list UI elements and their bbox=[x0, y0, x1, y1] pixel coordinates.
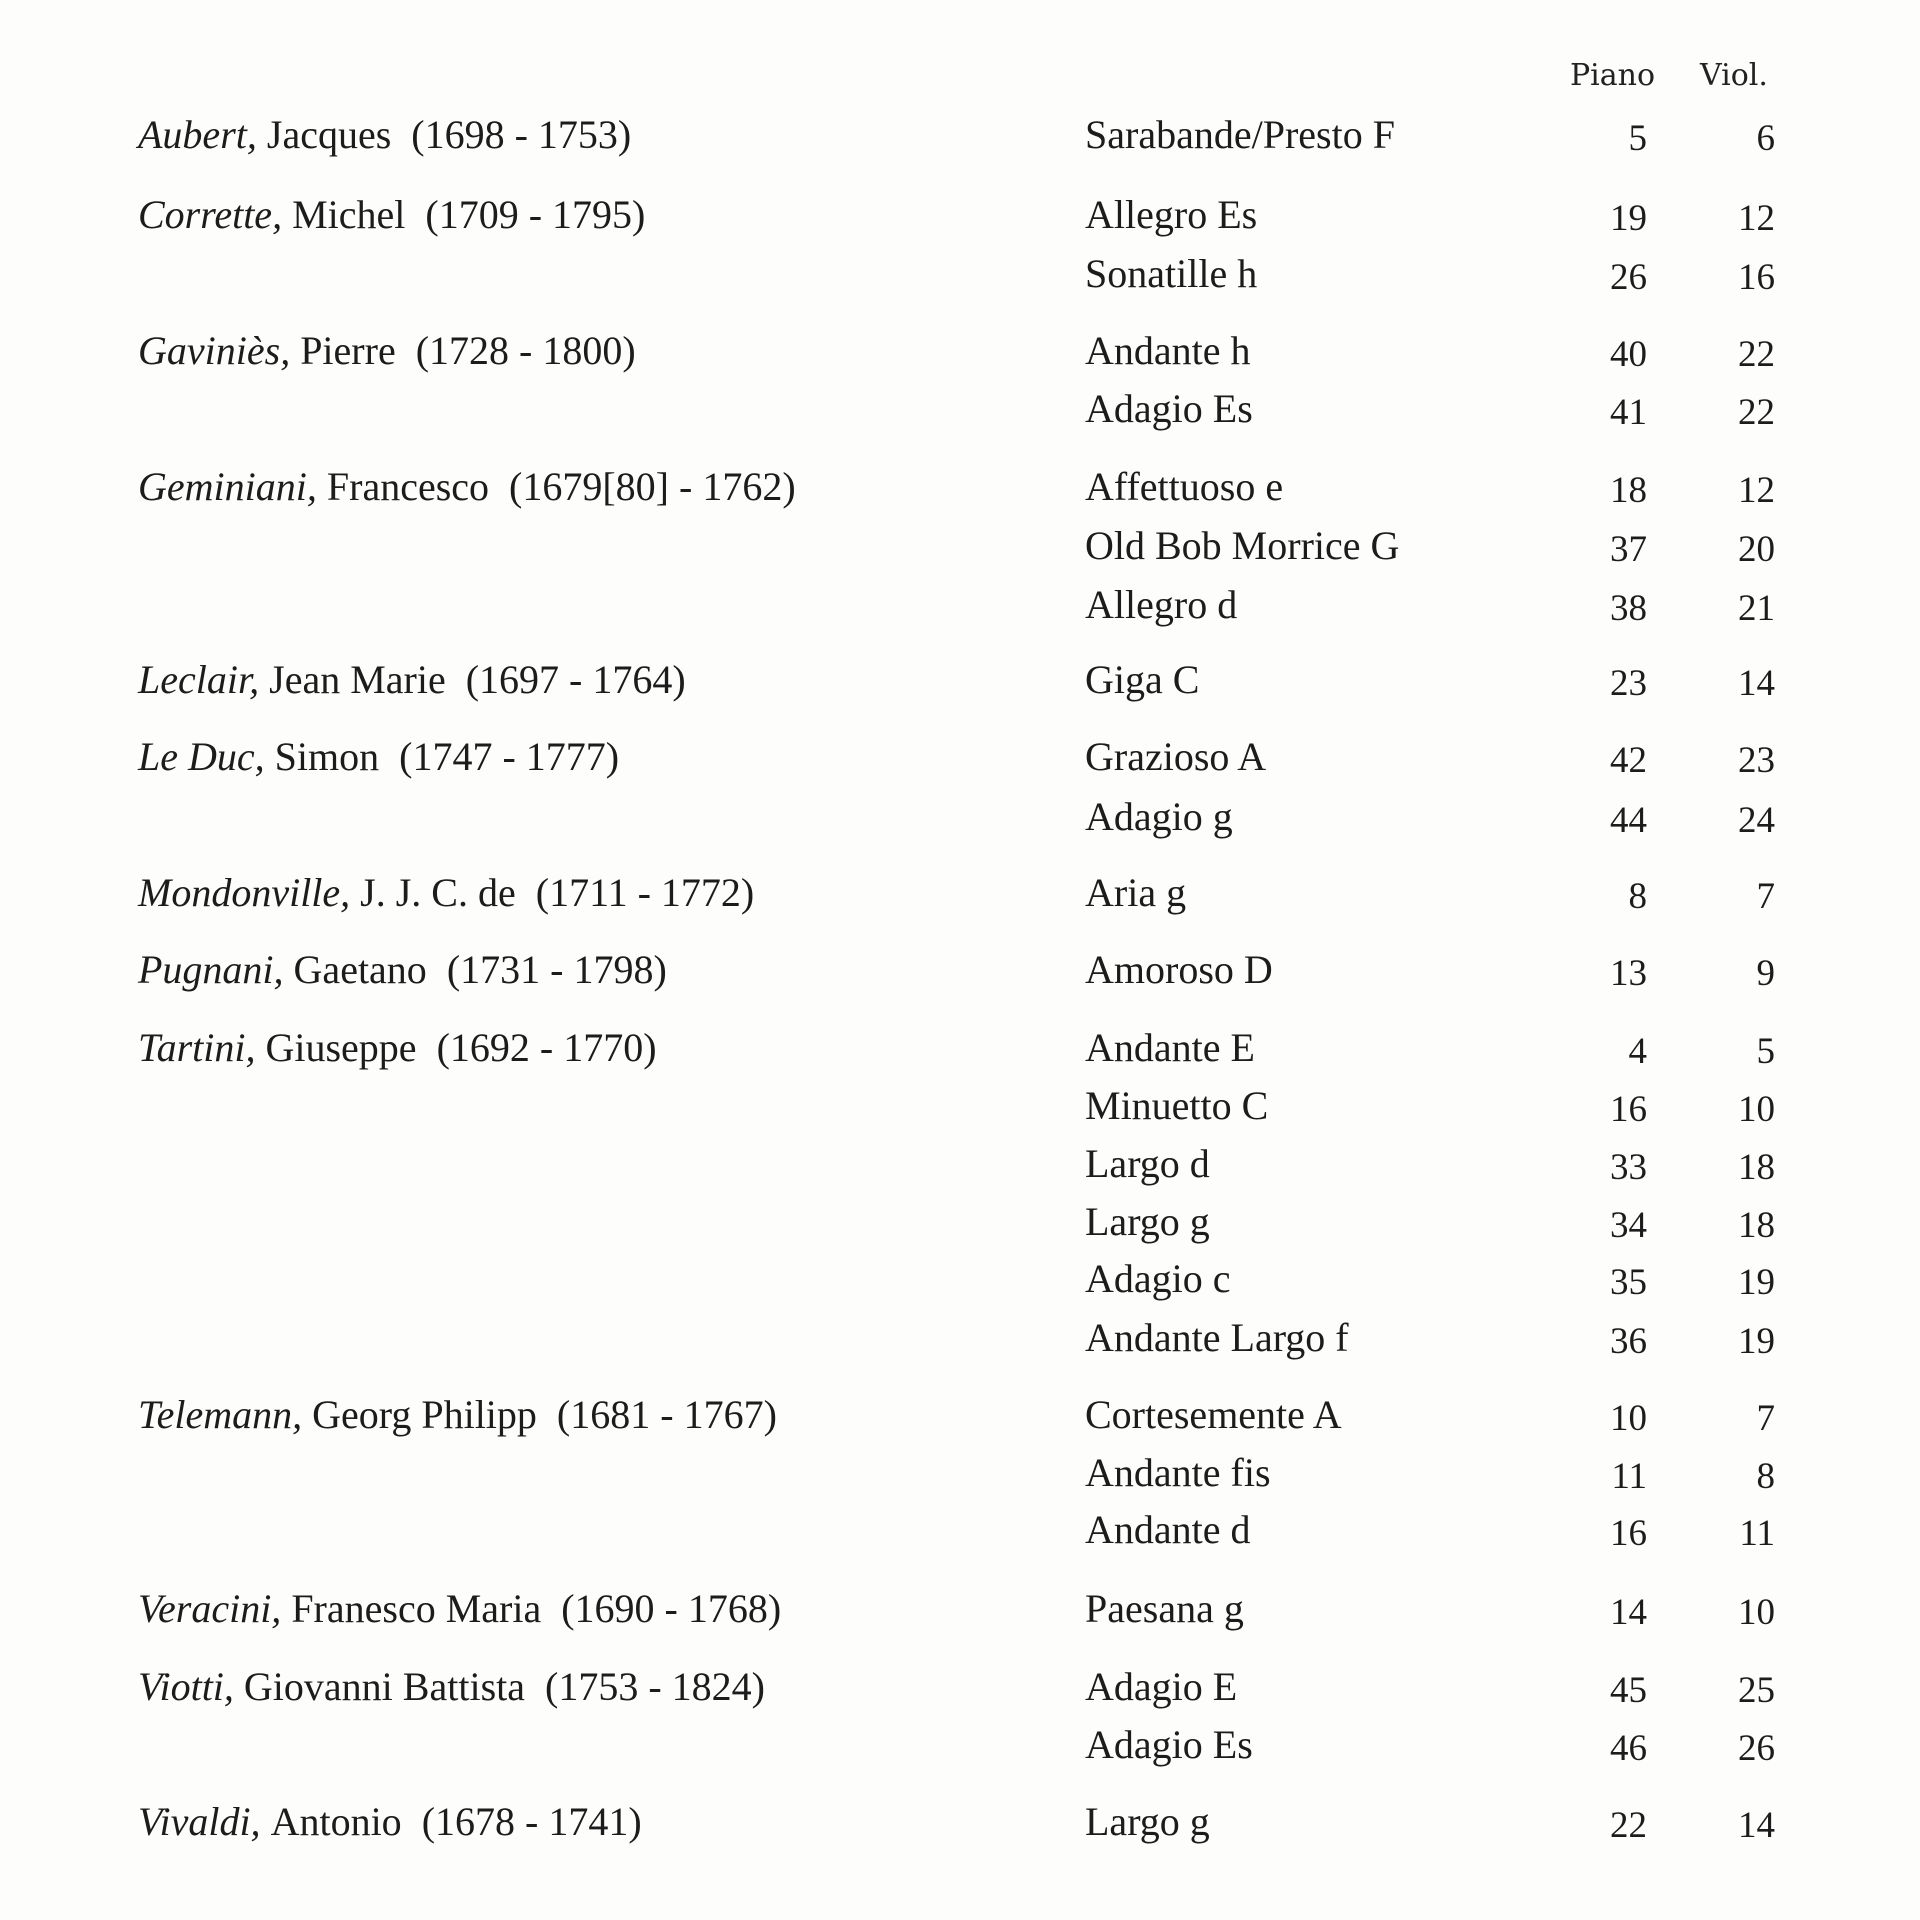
piece-title: Largo g bbox=[1085, 1799, 1210, 1844]
composer-given-name: Giuseppe bbox=[265, 1025, 417, 1070]
composer-name bbox=[138, 1582, 781, 1636]
composer-given-name: J. J. C. de bbox=[360, 870, 516, 915]
piece-title: Adagio Es bbox=[1085, 386, 1253, 431]
piece-title: Amoroso D bbox=[1085, 947, 1273, 992]
violin-page-number: 20 bbox=[1738, 529, 1775, 570]
table-row bbox=[0, 730, 1920, 784]
composer-given-name: Antonio bbox=[270, 1799, 402, 1844]
composer-surname: Leclair, bbox=[138, 657, 260, 702]
piece-title: Allegro d bbox=[1085, 582, 1238, 627]
piano-page-number: 45 bbox=[1610, 1670, 1647, 1711]
composer-dates: (1747 - 1777) bbox=[399, 734, 620, 779]
table-row bbox=[0, 1660, 1920, 1714]
violin-page-number: 14 bbox=[1738, 663, 1775, 704]
violin-page-number: 19 bbox=[1738, 1321, 1775, 1362]
piano-page-number: 16 bbox=[1610, 1089, 1647, 1130]
violin-page-number: 19 bbox=[1738, 1262, 1775, 1303]
piece-title: Cortesemente A bbox=[1085, 1392, 1342, 1437]
piece-title: Old Bob Morrice G bbox=[1085, 523, 1400, 568]
composer-given-name: Pierre bbox=[300, 328, 396, 373]
composer-given-name: Jean Marie bbox=[269, 657, 446, 702]
piece-title: Adagio E bbox=[1085, 1664, 1238, 1709]
composer-surname: Aubert, bbox=[138, 112, 257, 157]
piano-page-number: 19 bbox=[1610, 198, 1647, 239]
piano-page-number: 8 bbox=[1628, 876, 1647, 917]
composer-surname: Gaviniès, bbox=[138, 328, 291, 373]
composer-name bbox=[138, 460, 796, 514]
piano-page-number: 26 bbox=[1610, 257, 1647, 298]
piano-page-number: 33 bbox=[1610, 1147, 1647, 1188]
piano-page-number: 18 bbox=[1610, 470, 1647, 511]
composer-surname: Vivaldi, bbox=[138, 1799, 261, 1844]
composer-dates: (1711 - 1772) bbox=[535, 870, 755, 915]
piece-title: Affettuoso e bbox=[1085, 464, 1284, 509]
piece-title: Andante d bbox=[1085, 1507, 1251, 1552]
composer-surname: Geminiani, bbox=[138, 464, 317, 509]
table-row bbox=[0, 1795, 1920, 1849]
composer-surname: Mondonville, bbox=[138, 870, 351, 915]
composer-dates: (1709 - 1795) bbox=[425, 192, 646, 237]
composer-surname: Telemann, bbox=[138, 1392, 303, 1437]
composer-name bbox=[138, 108, 631, 162]
composer-name bbox=[138, 1021, 657, 1075]
violin-page-number: 11 bbox=[1739, 1513, 1775, 1554]
composer-given-name: Francesco bbox=[326, 464, 490, 509]
piano-page-number: 44 bbox=[1610, 800, 1647, 841]
table-row bbox=[0, 1195, 1920, 1249]
composer-name bbox=[138, 1660, 765, 1714]
table-row bbox=[0, 1503, 1920, 1557]
composer-dates: (1679[80] - 1762) bbox=[509, 464, 796, 509]
table-row bbox=[0, 1718, 1920, 1772]
piano-page-number: 41 bbox=[1610, 392, 1647, 433]
piece-title: Adagio Es bbox=[1085, 1722, 1253, 1767]
table-row bbox=[0, 943, 1920, 997]
piano-page-number: 13 bbox=[1610, 953, 1647, 994]
violin-page-number: 7 bbox=[1756, 1398, 1775, 1439]
violin-page-number: 24 bbox=[1738, 800, 1775, 841]
composer-given-name: Franesco Maria bbox=[291, 1586, 542, 1631]
composer-given-name: Jacques bbox=[266, 112, 392, 157]
composer-name bbox=[138, 730, 619, 784]
table-row bbox=[0, 1582, 1920, 1636]
composer-dates: (1698 - 1753) bbox=[411, 112, 632, 157]
composer-name bbox=[138, 653, 686, 707]
composer-name bbox=[138, 943, 667, 997]
violin-page-number: 10 bbox=[1738, 1089, 1775, 1130]
piano-page-number: 46 bbox=[1610, 1728, 1647, 1769]
piano-page-number: 16 bbox=[1610, 1513, 1647, 1554]
composer-dates: (1690 - 1768) bbox=[561, 1586, 782, 1631]
violin-page-number: 5 bbox=[1756, 1031, 1775, 1072]
table-row bbox=[0, 1311, 1920, 1365]
table-row bbox=[0, 247, 1920, 301]
composer-dates: (1692 - 1770) bbox=[436, 1025, 657, 1070]
table-row bbox=[0, 790, 1920, 844]
violin-page-number: 12 bbox=[1738, 198, 1775, 239]
table-row bbox=[0, 382, 1920, 436]
piano-page-number: 38 bbox=[1610, 588, 1647, 629]
violin-page-number: 23 bbox=[1738, 740, 1775, 781]
composer-given-name: Georg Philipp bbox=[312, 1392, 537, 1437]
piano-page-number: 14 bbox=[1610, 1592, 1647, 1633]
violin-page-number: 18 bbox=[1738, 1205, 1775, 1246]
table-row bbox=[0, 519, 1920, 573]
violin-page-number: 8 bbox=[1756, 1456, 1775, 1497]
composer-dates: (1681 - 1767) bbox=[556, 1392, 777, 1437]
table-row bbox=[0, 460, 1920, 514]
composer-dates: (1753 - 1824) bbox=[545, 1664, 765, 1709]
piano-page-number: 42 bbox=[1610, 740, 1647, 781]
piece-title: Largo g bbox=[1085, 1199, 1210, 1244]
piece-title: Paesana g bbox=[1085, 1586, 1244, 1631]
composer-surname: Viotti, bbox=[138, 1664, 234, 1709]
composer-given-name: Michel bbox=[292, 192, 406, 237]
violin-page-number: 18 bbox=[1738, 1147, 1775, 1188]
composer-dates: (1728 - 1800) bbox=[415, 328, 636, 373]
piece-title: Sonatille h bbox=[1085, 251, 1258, 296]
composer-surname: Corrette, bbox=[138, 192, 283, 237]
composer-surname: Tartini, bbox=[138, 1025, 256, 1070]
composer-dates: (1731 - 1798) bbox=[446, 947, 667, 992]
piano-page-number: 11 bbox=[1611, 1456, 1647, 1497]
composer-given-name: Simon bbox=[274, 734, 380, 779]
table-row bbox=[0, 653, 1920, 707]
piano-page-number: 10 bbox=[1610, 1398, 1647, 1439]
table-row bbox=[0, 1388, 1920, 1442]
table-row bbox=[0, 324, 1920, 378]
violin-page-number: 26 bbox=[1738, 1728, 1775, 1769]
table-row bbox=[0, 866, 1920, 920]
table-row bbox=[0, 1021, 1920, 1075]
piece-title: Aria g bbox=[1085, 870, 1187, 915]
piano-page-number: 40 bbox=[1610, 334, 1647, 375]
piece-title: Grazioso A bbox=[1085, 734, 1267, 779]
composer-name bbox=[138, 188, 645, 242]
violin-page-number: 16 bbox=[1738, 257, 1775, 298]
piece-title: Andante fis bbox=[1085, 1450, 1271, 1495]
piano-page-number: 4 bbox=[1628, 1031, 1647, 1072]
table-row bbox=[0, 1079, 1920, 1133]
table-row bbox=[0, 1137, 1920, 1191]
piano-page-number: 34 bbox=[1610, 1205, 1647, 1246]
composer-dates: (1678 - 1741) bbox=[421, 1799, 642, 1844]
composer-name bbox=[138, 324, 636, 378]
violin-page-number: 10 bbox=[1738, 1592, 1775, 1633]
column-header-violin: Viol. bbox=[1700, 58, 1768, 93]
violin-page-number: 9 bbox=[1756, 953, 1775, 994]
piece-title: Giga C bbox=[1085, 657, 1200, 702]
violin-page-number: 22 bbox=[1738, 392, 1775, 433]
piece-title: Allegro Es bbox=[1085, 192, 1258, 237]
piece-title: Adagio c bbox=[1085, 1256, 1231, 1301]
composer-name bbox=[138, 1388, 777, 1442]
piece-title: Sarabande/Presto F bbox=[1085, 112, 1395, 157]
column-header-piano: Piano bbox=[1570, 58, 1656, 93]
table-row bbox=[0, 1252, 1920, 1306]
violin-page-number: 12 bbox=[1738, 470, 1775, 511]
piano-page-number: 23 bbox=[1610, 663, 1647, 704]
piece-title: Adagio g bbox=[1085, 794, 1233, 839]
piano-page-number: 5 bbox=[1628, 118, 1647, 159]
table-row bbox=[0, 1446, 1920, 1500]
piece-title: Andante h bbox=[1085, 328, 1251, 373]
violin-page-number: 21 bbox=[1738, 588, 1775, 629]
composer-name bbox=[138, 1795, 642, 1849]
violin-page-number: 14 bbox=[1738, 1805, 1775, 1846]
piece-title: Minuetto C bbox=[1085, 1083, 1269, 1128]
piano-page-number: 35 bbox=[1610, 1262, 1647, 1303]
violin-page-number: 6 bbox=[1756, 118, 1775, 159]
piece-title: Largo d bbox=[1085, 1141, 1210, 1186]
violin-page-number: 25 bbox=[1738, 1670, 1775, 1711]
composer-surname: Le Duc, bbox=[138, 734, 265, 779]
piano-page-number: 36 bbox=[1610, 1321, 1647, 1362]
piano-page-number: 37 bbox=[1610, 529, 1647, 570]
table-row bbox=[0, 188, 1920, 242]
composer-given-name: Gaetano bbox=[293, 947, 427, 992]
piece-title: Andante E bbox=[1085, 1025, 1255, 1070]
violin-page-number: 7 bbox=[1756, 876, 1775, 917]
piece-title: Andante Largo f bbox=[1085, 1315, 1349, 1360]
composer-dates: (1697 - 1764) bbox=[465, 657, 686, 702]
violin-page-number: 22 bbox=[1738, 334, 1775, 375]
table-row bbox=[0, 578, 1920, 632]
composer-given-name: Giovanni Battista bbox=[243, 1664, 525, 1709]
composer-name bbox=[138, 866, 754, 920]
table-row bbox=[0, 108, 1920, 162]
composer-surname: Pugnani, bbox=[138, 947, 284, 992]
composer-surname: Veracini, bbox=[138, 1586, 282, 1631]
piano-page-number: 22 bbox=[1610, 1805, 1647, 1846]
